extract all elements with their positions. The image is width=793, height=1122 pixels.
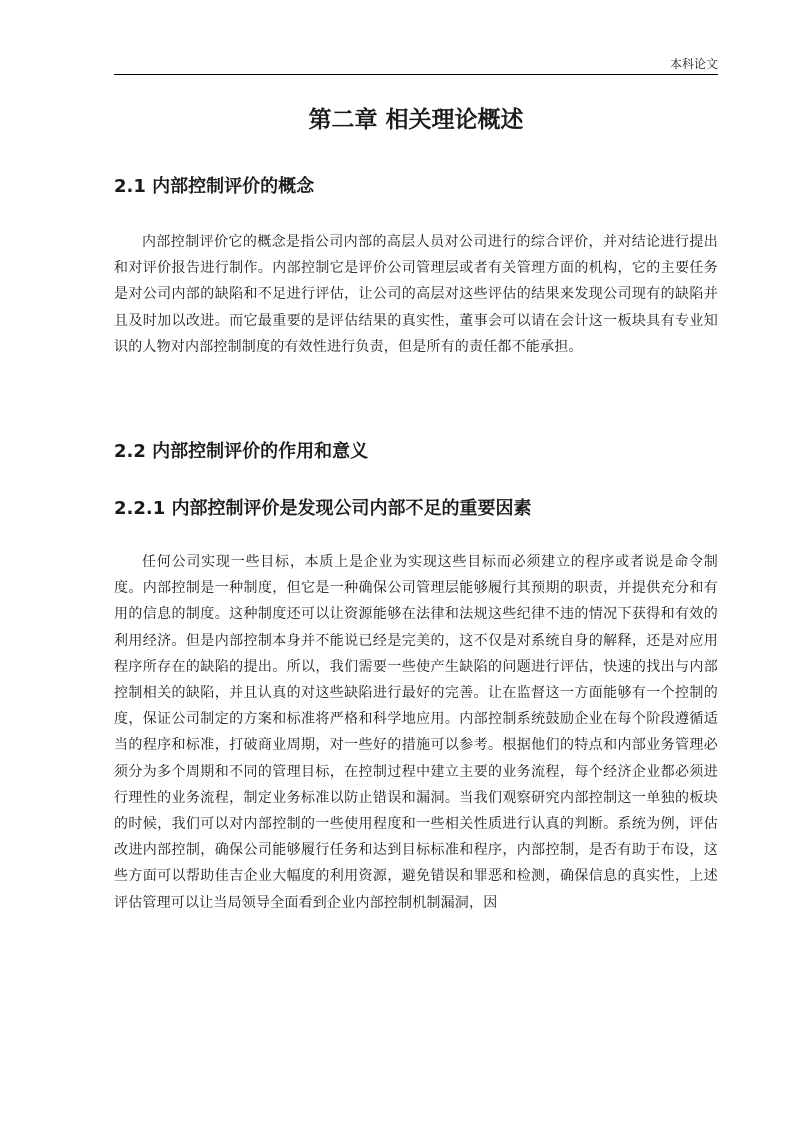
paragraph-2-1: 内部控制评价它的概念是指公司内部的高层人员对公司进行的综合评价，并对结论进行提出和对评价报告进行制作。内部控制它是评价公司管理层或者有关管理方面的机构，它的主要任务是对公司内部的缺陷和不足进行评估，让公司的高层对这些评估的结果来发现公司现有的缺陷并且及时加以改进。而它最重要的是评估结果的真实性，董事会可以请在会计这一板块具有专业知识的人物对内部控制制度的有效性进行负责，但是所有的责任都不能承担。 [114,234,718,355]
section-heading-2-1: 2.1 内部控制评价的概念 [114,176,315,197]
running-header: 本科论文 [669,57,718,71]
paragraph-2-2-1: 任何公司实现一些目标，本质上是企业为实现这些目标而必须建立的程序或者说是命令制度。内部控制是一种制度，但它是一种确保公司管理层能够履行其预期的职责，并提供充分和有用的信息的制度。这种制度还可以让资源能够在法律和法规这些纪律不违的情况下获得和有效的利用经济。但是内部控制本身并不能说已经是完美的，这不仅是对系统自身的解释，还是对应用程序所存在的缺陷的提出。所以，我们需要一些使产生缺陷的问题进行评估，快速的找出与内部控制相关的缺陷，并且认真的对这些缺陷进行最好的完善。让在监督这一方面能够有一个控制的度，保证公司制定的方案和标准将严格和科学地应用。内部控制系统鼓励企业在每个阶段遵循适当的程序和标准，打破商业周期，对一些好的措施可以参考。根据他们的特点和内部业务管理必须分为多个周期和不同的管理目标，在控制过程中建立主要的业务流程，每个经济企业都必须进行理性的业务流程，制定业务标准以防止错误和漏洞。当我们观察研究内部控制这一单独的板块的时候，我们可以对内部控制的一些使用程度和一些相关性质进行认真的判断。系统为例，评估改进内部控制，确保公司能够履行任务和达到目标标准和程序，内部控制，是否有助于布设，这些方面可以帮助佳吉企业大幅度的利用资源，避免错误和罪恶和检测，确保信息的真实性，上述评估管理可以让当局领导全面看到企业内部控制机制漏洞，因 [114,554,718,911]
section-heading-2-2: 2.2 内部控制评价的作用和意义 [114,441,369,462]
chapter-title: 第二章 相关理论概述 [308,107,524,133]
header-rule [114,74,718,75]
section-heading-2-2-1: 2.2.1 内部控制评价是发现公司内部不足的重要因素 [114,498,532,519]
